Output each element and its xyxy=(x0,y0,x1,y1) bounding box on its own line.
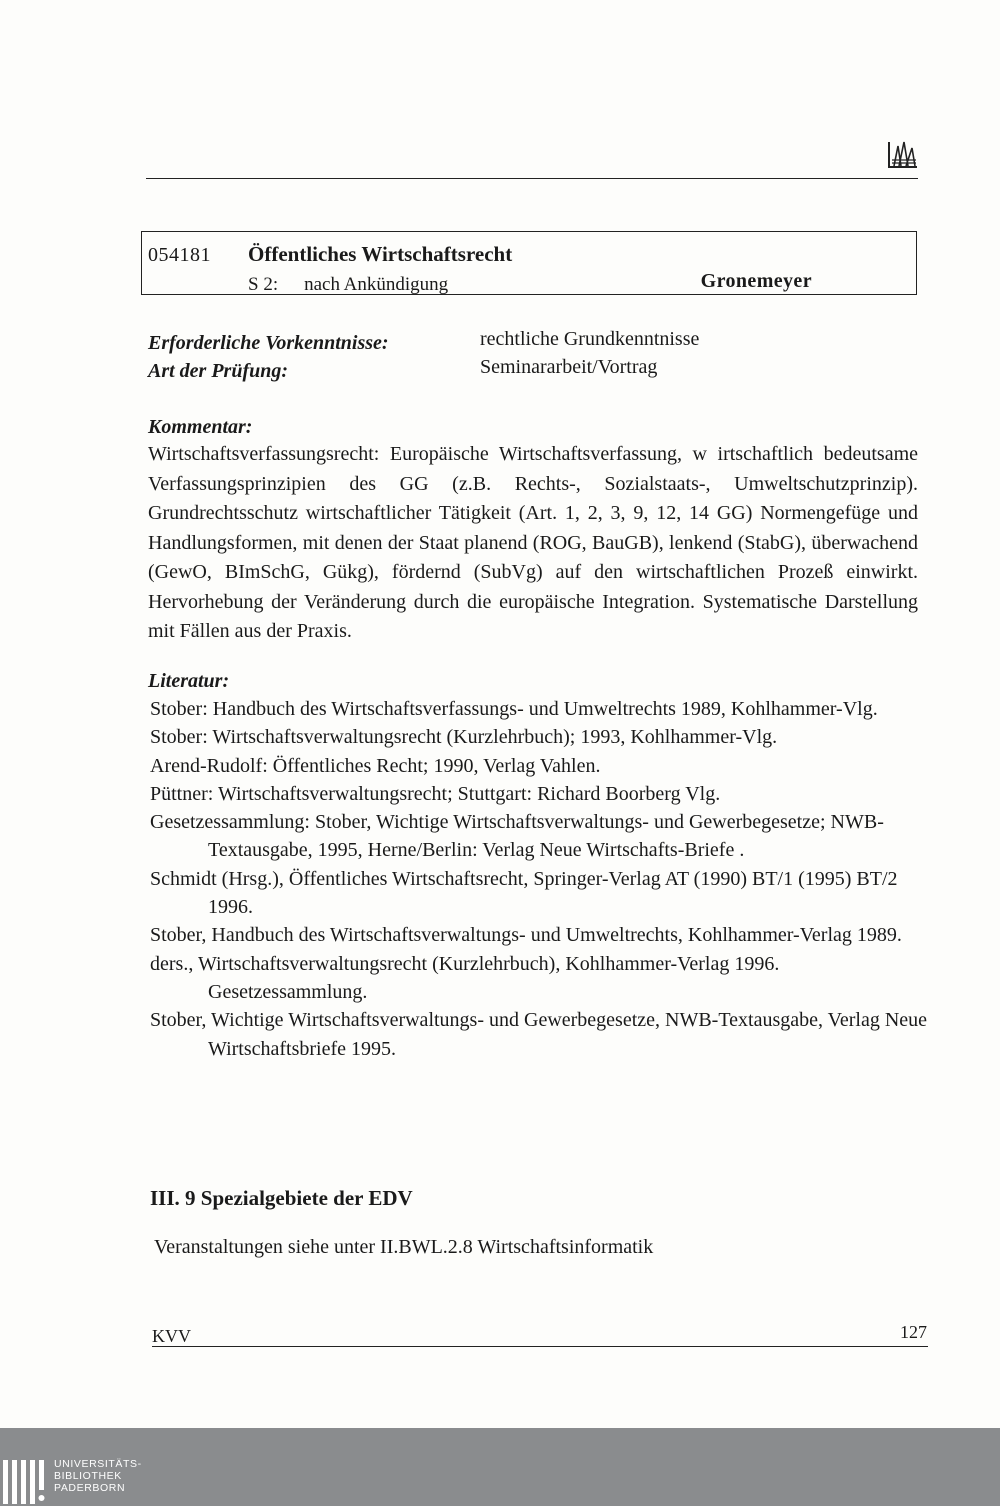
literature-list xyxy=(150,695,930,1063)
section-note: Veranstaltungen siehe unter II.BWL.2.8 Wirtschaftsinformatik xyxy=(154,1236,654,1258)
literature-heading: Literatur: xyxy=(148,670,230,692)
literature-item: Schmidt (Hrsg.), Öffentliches Wirtschaftsrecht, Springer-Verlag AT (1990) BT/1 (1995) BT/2 1996. xyxy=(150,867,898,919)
university-logo-icon xyxy=(886,138,920,170)
literature-item: Stober: Wirtschaftsverwaltungsrecht (Kurzlehrbuch); 1993, Kohlhammer-Vlg. xyxy=(150,726,778,749)
footer-rule xyxy=(152,1346,928,1347)
library-name-line: BIBLIOTHEK xyxy=(54,1470,122,1482)
literature-item: Stober, Wichtige Wirtschaftsverwaltungs- und Gewerbegesetze, NWB-Textausgabe, Verlag Neue Wirtschaftsbriefe 1995. xyxy=(150,1009,928,1060)
page-number: 127 xyxy=(900,1322,927,1342)
session-code: S 2: xyxy=(248,274,279,295)
literature-item: Arend-Rudolf: Öffentliches Recht; 1990, Verlag Vahlen. xyxy=(150,754,601,777)
literature-item: Stober, Handbuch des Wirtschaftsverwaltungs- und Umweltrechts, Kohlhammer-Verlag 1989. xyxy=(150,924,902,947)
literature-item: ders., Wirtschaftsverwaltungsrecht (Kurzlehrbuch), Kohlhammer-Verlag 1996. Gesetzessammlung. xyxy=(150,952,780,1003)
comment-heading: Kommentar: xyxy=(148,416,253,438)
literature-item: Gesetzessammlung: Stober, Wichtige Wirtschaftsverwaltungs- und Gewerbegesetze; NWB-Textausgabe, 1995, Herne/Berlin: Verlag Neue Wirtschafts-Briefe . xyxy=(150,811,884,862)
literature-item: Püttner: Wirtschaftsverwaltungsrecht; Stuttgart: Richard Boorberg Vlg. xyxy=(150,782,721,805)
exam-value: Seminararbeit/Vortrag xyxy=(480,356,658,378)
library-name xyxy=(54,1458,142,1494)
footer-label: KVV xyxy=(152,1326,191,1346)
requirements-value: rechtliche Grundkenntnisse xyxy=(480,328,700,350)
course-lecturer: Gronemeyer xyxy=(700,270,812,292)
header-rule xyxy=(146,178,918,179)
course-number: 054181 xyxy=(148,244,211,266)
requirements-label: Erforderliche Vorkenntnisse: xyxy=(148,332,389,354)
comment-text: Wirtschaftsverfassungsrecht: Europäische Wirtschaftsverfassung, w irtschaftlich bedeutsame Verfassungsprinzipien des GG (z.B. Rechts-, Sozialstaats-, Umweltschutzprinzip). Grundrechtsschutz wirtschaftlicher Tätigkeit (Art. 1, 2, 3, 9, 12, 14 GG) Normengefüge und Handlungsformen, mit denen der Staat planend (ROG, BauGB), lenkend (StabG), überwachend (GewO, BImSchG, Gükg), fördernd (SubVg) auf den wirtschaftlichen Prozeß einwirkt. Hervorhebung der Veränderung durch die europäische Integration. Systematische Darstellung mit Fällen aus der Praxis. xyxy=(148,443,918,642)
library-barcode-icon xyxy=(2,1458,46,1504)
library-name-line: PADERBORN xyxy=(54,1482,126,1494)
library-footer-bar xyxy=(0,1428,1000,1506)
course-session xyxy=(248,274,448,296)
section-heading: III. 9 Spezialgebiete der EDV xyxy=(150,1186,413,1210)
course-header-box xyxy=(141,231,917,295)
course-title: Öffentliches Wirtschaftsrecht xyxy=(248,242,513,266)
library-name-line: UNIVERSITÄTS- xyxy=(54,1458,142,1470)
session-time: nach Ankündigung xyxy=(304,274,449,295)
exam-label: Art der Prüfung: xyxy=(148,360,289,382)
literature-item: Stober: Handbuch des Wirtschaftsverfassungs- und Umweltrechts 1989, Kohlhammer-Vlg. xyxy=(150,698,878,720)
